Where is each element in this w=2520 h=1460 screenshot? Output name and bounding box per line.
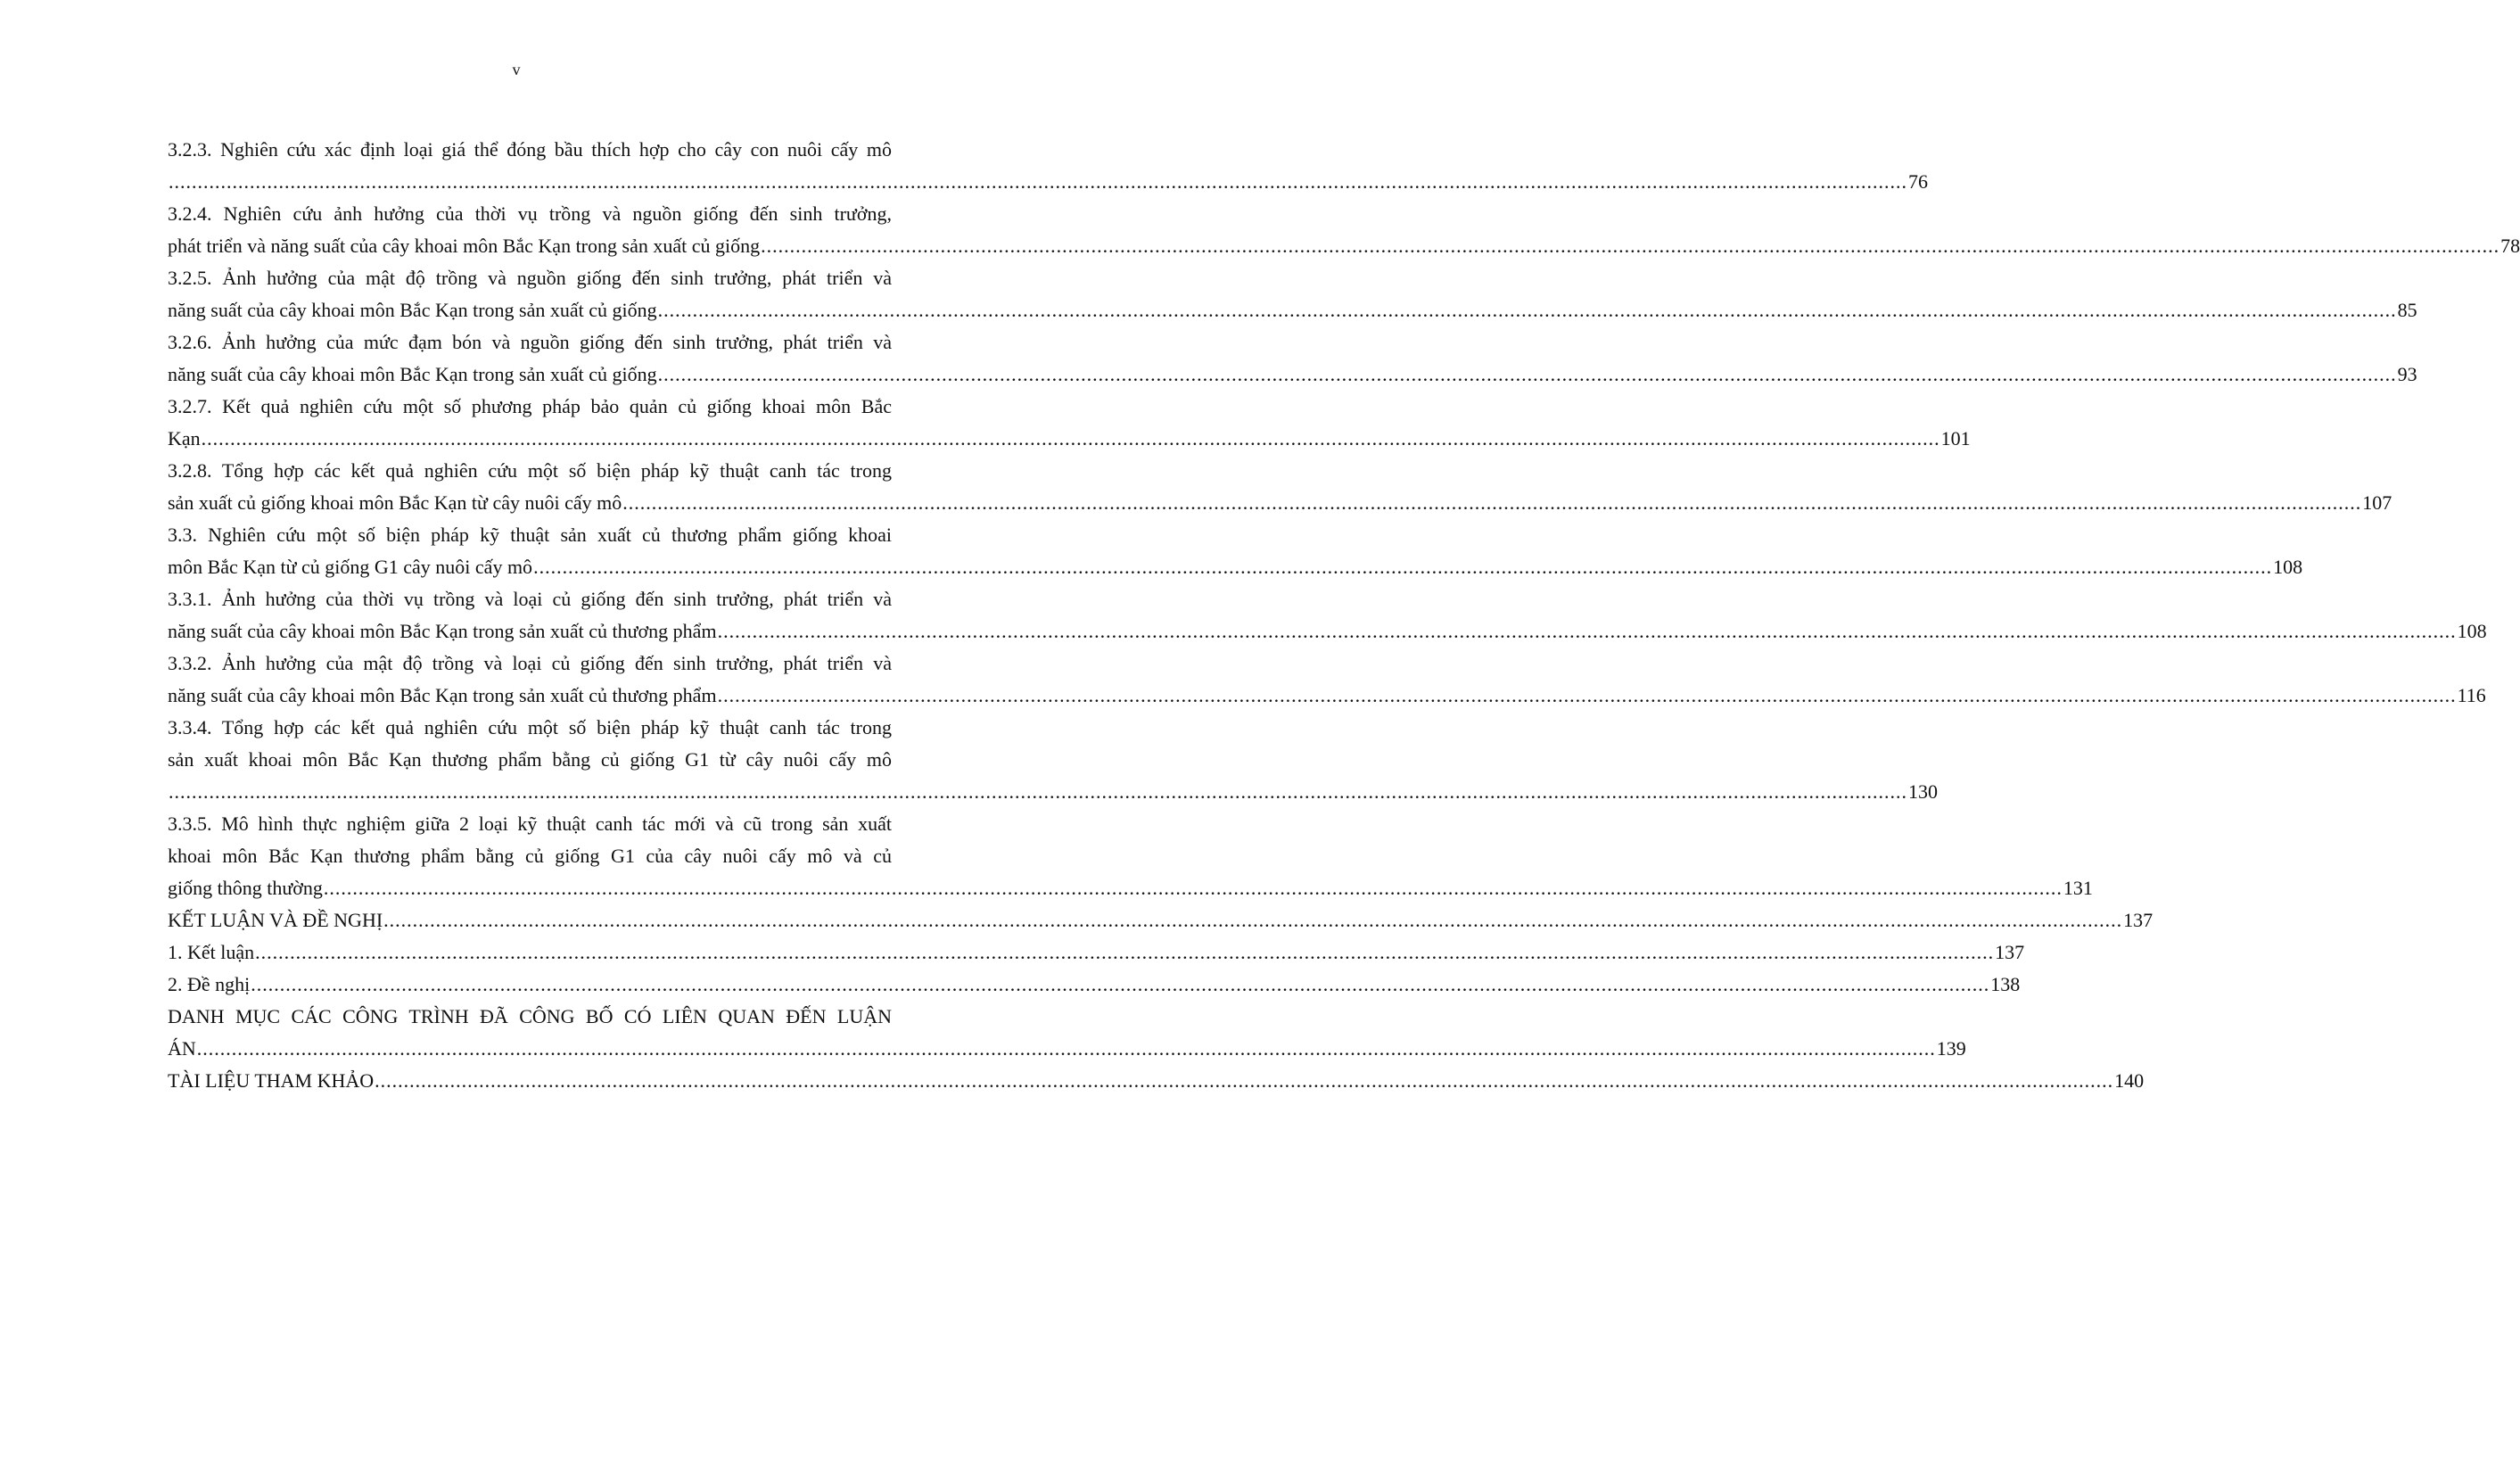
toc-entry-text: 3.3. Nghiên cứu một số biện pháp kỹ thuật sản xuất củ thương phẩm giống khoai [168, 524, 892, 546]
toc-entry[interactable] [168, 326, 2417, 391]
dot-leader: ............................................................................................................................................................................................................................................................................................................ [383, 909, 2123, 931]
dot-leader: ............................................................................................................................................................................................................................................................................................................ [657, 363, 2397, 385]
toc-entry[interactable] [168, 1065, 2145, 1097]
toc-entry[interactable] [168, 1001, 1966, 1065]
toc-entry-text: phát triển và năng suất của cây khoai môn Bắc Kạn trong sản xuất củ giống [168, 235, 761, 257]
toc-page-number: 78 [2500, 235, 2520, 257]
toc-entry[interactable] [168, 391, 1971, 455]
toc-entry-text: 3.3.1. Ảnh hưởng của thời vụ trồng và loại củ giống đến sinh trưởng, phát triển và [168, 588, 892, 610]
toc-entry-text: năng suất của cây khoai môn Bắc Kạn trong sản xuất củ giống [168, 363, 657, 385]
toc-page-number: 76 [1908, 170, 1928, 193]
toc-page-number: 93 [2397, 363, 2417, 385]
toc-entry-text: năng suất của cây khoai môn Bắc Kạn trong sản xuất củ giống [168, 299, 657, 321]
toc-entry-text: 2. Đề nghị [168, 973, 251, 995]
toc-entry[interactable] [168, 134, 1928, 198]
toc-entry-text: 3.2.4. Nghiên cứu ảnh hưởng của thời vụ trồng và nguồn giống đến sinh trưởng, [168, 202, 892, 225]
dot-leader: ............................................................................................................................................................................................................................................................................................................ [169, 780, 1907, 803]
toc-entry-text: DANH MỤC CÁC CÔNG TRÌNH ĐÃ CÔNG BỐ CÓ LIÊN QUAN ĐẾN LUẬN [168, 1005, 892, 1027]
toc-entry-text: 3.3.4. Tổng hợp các kết quả nghiên cứu một số biện pháp kỹ thuật canh tác trong [168, 716, 892, 738]
toc-entry-text: Kạn [168, 427, 201, 450]
dot-leader: ............................................................................................................................................................................................................................................................................................................ [761, 235, 2500, 257]
toc-entry[interactable] [168, 712, 1938, 808]
toc-entry-text: ÁN [168, 1037, 196, 1060]
toc-page-number: 130 [1908, 780, 1938, 803]
toc-page-number: 108 [2273, 556, 2303, 578]
toc-entry-text: năng suất của cây khoai môn Bắc Kạn trong sản xuất củ thương phẩm [168, 684, 717, 706]
toc-page-number: 116 [2457, 684, 2486, 706]
toc-entry-text: 3.3.5. Mô hình thực nghiệm giữa 2 loại kỹ thuật canh tác mới và cũ trong sản xuất [168, 812, 892, 835]
dot-leader: ............................................................................................................................................................................................................................................................................................................ [375, 1069, 2114, 1092]
toc-entry[interactable] [168, 936, 2025, 969]
toc-entry-text: môn Bắc Kạn từ củ giống G1 cây nuôi cấy mô [168, 556, 533, 578]
toc-entry-text: TÀI LIỆU THAM KHẢO [168, 1069, 375, 1092]
dot-leader: ............................................................................................................................................................................................................................................................................................................ [717, 684, 2457, 706]
toc-entry-text: 3.2.5. Ảnh hưởng của mật độ trồng và nguồn giống đến sinh trưởng, phát triển và [168, 267, 892, 289]
toc-entry-text: 3.2.3. Nghiên cứu xác định loại giá thể đóng bầu thích hợp cho cây con nuôi cấy mô [168, 138, 892, 161]
toc-entry[interactable] [168, 519, 2303, 583]
dot-leader: ............................................................................................................................................................................................................................................................................................................ [196, 1037, 1936, 1060]
dot-leader: ............................................................................................................................................................................................................................................................................................................ [717, 620, 2457, 642]
toc-entry[interactable] [168, 648, 2486, 712]
toc-page-number: 101 [1940, 427, 1971, 450]
dot-leader: ............................................................................................................................................................................................................................................................................................................ [169, 170, 1907, 193]
toc-entry[interactable] [168, 808, 2093, 904]
dot-leader: ............................................................................................................................................................................................................................................................................................................ [533, 556, 2273, 578]
toc-entry[interactable] [168, 262, 2417, 326]
toc-entry-text: 3.3.2. Ảnh hưởng của mật độ trồng và loại củ giống đến sinh trưởng, phát triển và [168, 652, 892, 674]
toc-entry[interactable] [168, 583, 2487, 648]
toc-entry-text: giống thông thường [168, 877, 323, 899]
toc-page-number: 85 [2397, 299, 2417, 321]
dot-leader: ............................................................................................................................................................................................................................................................................................................ [251, 973, 1990, 995]
toc-entry-text: 3.2.6. Ảnh hưởng của mức đạm bón và nguồn giống đến sinh trưởng, phát triển và [168, 331, 892, 353]
dot-leader: ............................................................................................................................................................................................................................................................................................................ [622, 491, 2362, 514]
toc-entry-text: khoai môn Bắc Kạn thương phẩm bằng củ giống G1 của cây nuôi cấy mô và củ [168, 845, 892, 867]
toc-page-number: 137 [2123, 909, 2154, 931]
toc-entry-text: 1. Kết luận [168, 941, 255, 963]
table-of-contents [168, 134, 2520, 1097]
dot-leader: ............................................................................................................................................................................................................................................................................................................ [323, 877, 2063, 899]
toc-entry[interactable] [168, 904, 2154, 936]
toc-entry[interactable] [168, 455, 2392, 519]
toc-entry-text: sản xuất củ giống khoai môn Bắc Kạn từ cây nuôi cấy mô [168, 491, 622, 514]
toc-page-number: 108 [2457, 620, 2487, 642]
dot-leader: ............................................................................................................................................................................................................................................................................................................ [657, 299, 2397, 321]
page-number: v [512, 61, 521, 78]
toc-page-number: 107 [2362, 491, 2392, 514]
toc-entry-text: 3.2.7. Kết quả nghiên cứu một số phương pháp bảo quản củ giống khoai môn Bắc [168, 395, 892, 417]
dot-leader: ............................................................................................................................................................................................................................................................................................................ [201, 427, 1940, 450]
toc-entry-text: năng suất của cây khoai môn Bắc Kạn trong sản xuất củ thương phẩm [168, 620, 717, 642]
toc-entry[interactable] [168, 198, 2520, 262]
dot-leader: ............................................................................................................................................................................................................................................................................................................ [255, 941, 1995, 963]
toc-entry[interactable] [168, 969, 2021, 1001]
toc-entry-text: 3.2.8. Tổng hợp các kết quả nghiên cứu một số biện pháp kỹ thuật canh tác trong [168, 459, 892, 482]
toc-entry-text: sản xuất khoai môn Bắc Kạn thương phẩm bằng củ giống G1 từ cây nuôi cấy mô [168, 748, 892, 771]
toc-entry-text: KẾT LUẬN VÀ ĐỀ NGHỊ [168, 909, 383, 931]
toc-page-number: 140 [2114, 1069, 2145, 1092]
toc-page-number: 131 [2063, 877, 2093, 899]
toc-page-number: 138 [1990, 973, 2021, 995]
toc-page-number: 139 [1936, 1037, 1966, 1060]
toc-page-number: 137 [1995, 941, 2025, 963]
